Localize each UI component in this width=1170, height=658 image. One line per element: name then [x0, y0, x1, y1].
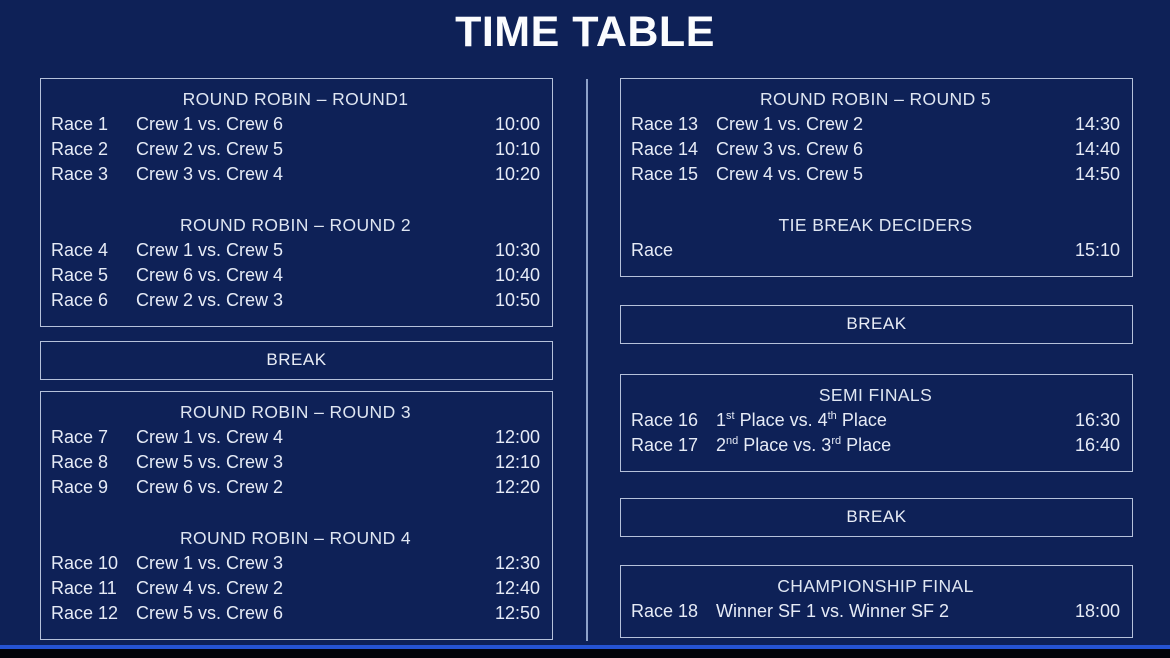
- section-header: ROUND ROBIN – ROUND 2: [179, 215, 412, 235]
- race-matchup: 2nd Place vs. 3rd Place: [716, 435, 892, 455]
- race-label: Race 2: [51, 139, 109, 159]
- section-round-5: [631, 87, 1120, 187]
- race-label: Race 1: [51, 114, 109, 134]
- race-row: [631, 599, 1120, 624]
- race-row: [51, 162, 540, 187]
- section-round-3: [51, 400, 540, 500]
- race-row: [631, 408, 1120, 433]
- race-row: [631, 112, 1120, 137]
- race-time: 14:30: [1074, 114, 1120, 134]
- race-label: Race 5: [51, 265, 109, 285]
- race-row: [51, 450, 540, 475]
- schedule-box-semifinals: [620, 374, 1133, 472]
- race-row: [51, 112, 540, 137]
- race-row: [51, 576, 540, 601]
- race-label: Race 15: [631, 164, 699, 184]
- race-row: [51, 238, 540, 263]
- race-time: 10:30: [494, 240, 540, 260]
- race-time: 14:40: [1074, 139, 1120, 159]
- section-header: CHAMPIONSHIP FINAL: [777, 576, 974, 596]
- race-time: 12:30: [494, 553, 540, 573]
- race-row: [51, 601, 540, 626]
- race-time: 12:00: [494, 427, 540, 447]
- schedule-box-round-5-tiebreak: [620, 78, 1133, 277]
- break-box: [620, 305, 1133, 344]
- race-label: Race 7: [51, 427, 109, 447]
- race-matchup: Crew 5 vs. Crew 6: [136, 603, 284, 623]
- race-row: [51, 137, 540, 162]
- race-row: [51, 425, 540, 450]
- section-round-1: [51, 87, 540, 187]
- race-label: Race 11: [51, 578, 117, 598]
- race-label: Race 16: [631, 410, 699, 430]
- page-title: TIME TABLE: [455, 8, 715, 56]
- section-round-2: [51, 213, 540, 313]
- race-matchup: Crew 4 vs. Crew 5: [716, 164, 864, 184]
- race-matchup: Crew 6 vs. Crew 2: [136, 477, 284, 497]
- race-matchup: Crew 3 vs. Crew 6: [716, 139, 864, 159]
- section-header: ROUND ROBIN – ROUND 4: [179, 528, 412, 548]
- race-matchup: Crew 4 vs. Crew 2: [136, 578, 284, 598]
- race-row: [51, 263, 540, 288]
- schedule-box-rounds-1-2: [40, 78, 553, 327]
- race-row: [51, 475, 540, 500]
- race-label: Race 12: [51, 603, 119, 623]
- race-label: Race 9: [51, 477, 109, 497]
- section-header: TIE BREAK DECIDERS: [778, 215, 973, 235]
- race-row: [631, 433, 1120, 458]
- right-column: [620, 78, 1133, 638]
- race-time: 14:50: [1074, 164, 1120, 184]
- break-box: [620, 498, 1133, 537]
- column-divider: [586, 79, 588, 641]
- race-time: 10:40: [494, 265, 540, 285]
- race-time: 15:10: [1074, 240, 1120, 260]
- race-matchup: Crew 1 vs. Crew 3: [136, 553, 284, 573]
- break-label: BREAK: [846, 314, 907, 333]
- break-box: [40, 341, 553, 380]
- race-row: [51, 551, 540, 576]
- race-label: Race 6: [51, 290, 109, 310]
- race-matchup: Crew 1 vs. Crew 6: [136, 114, 284, 134]
- race-time: 16:30: [1074, 410, 1120, 430]
- section-tiebreak: [631, 213, 1120, 263]
- race-row: [631, 238, 1120, 263]
- race-time: 12:10: [494, 452, 540, 472]
- schedule-box-rounds-3-4: [40, 391, 553, 640]
- race-time: 12:40: [494, 578, 540, 598]
- race-matchup: Winner SF 1 vs. Winner SF 2: [716, 601, 950, 621]
- race-matchup: Crew 1 vs. Crew 5: [136, 240, 284, 260]
- section-header: ROUND ROBIN – ROUND1: [182, 89, 409, 109]
- race-time: 12:50: [494, 603, 540, 623]
- race-matchup: Crew 6 vs. Crew 4: [136, 265, 284, 285]
- race-label: Race 3: [51, 164, 109, 184]
- section-header: SEMI FINALS: [818, 385, 933, 405]
- race-matchup: Crew 5 vs. Crew 3: [136, 452, 284, 472]
- race-label: Race: [631, 240, 674, 260]
- race-row: [51, 288, 540, 313]
- left-column: [40, 78, 553, 640]
- race-label: Race 14: [631, 139, 699, 159]
- race-matchup: Crew 2 vs. Crew 5: [136, 139, 284, 159]
- race-time: 10:10: [494, 139, 540, 159]
- race-time: 16:40: [1074, 435, 1120, 455]
- race-time: 12:20: [494, 477, 540, 497]
- section-header: ROUND ROBIN – ROUND 3: [179, 402, 412, 422]
- race-matchup: Crew 2 vs. Crew 3: [136, 290, 284, 310]
- race-matchup: Crew 1 vs. Crew 2: [716, 114, 864, 134]
- section-final: [631, 574, 1120, 624]
- race-label: Race 13: [631, 114, 699, 134]
- race-time: 10:20: [494, 164, 540, 184]
- break-label: BREAK: [266, 350, 327, 369]
- race-label: Race 8: [51, 452, 109, 472]
- section-header: ROUND ROBIN – ROUND 5: [759, 89, 992, 109]
- race-time: 10:50: [494, 290, 540, 310]
- schedule-box-championship-final: [620, 565, 1133, 638]
- race-time: 18:00: [1074, 601, 1120, 621]
- race-matchup: Crew 1 vs. Crew 4: [136, 427, 284, 447]
- race-matchup: 1st Place vs. 4th Place: [716, 410, 887, 430]
- bottom-bar: [0, 649, 1170, 658]
- race-time: 10:00: [494, 114, 540, 134]
- race-row: [631, 162, 1120, 187]
- section-semifinals: [631, 383, 1120, 458]
- race-label: Race 17: [631, 435, 699, 455]
- race-label: Race 4: [51, 240, 109, 260]
- section-round-4: [51, 526, 540, 626]
- race-matchup: Crew 3 vs. Crew 4: [136, 164, 284, 184]
- race-row: [631, 137, 1120, 162]
- break-label: BREAK: [846, 507, 907, 526]
- race-label: Race 10: [51, 553, 119, 573]
- race-label: Race 18: [631, 601, 699, 621]
